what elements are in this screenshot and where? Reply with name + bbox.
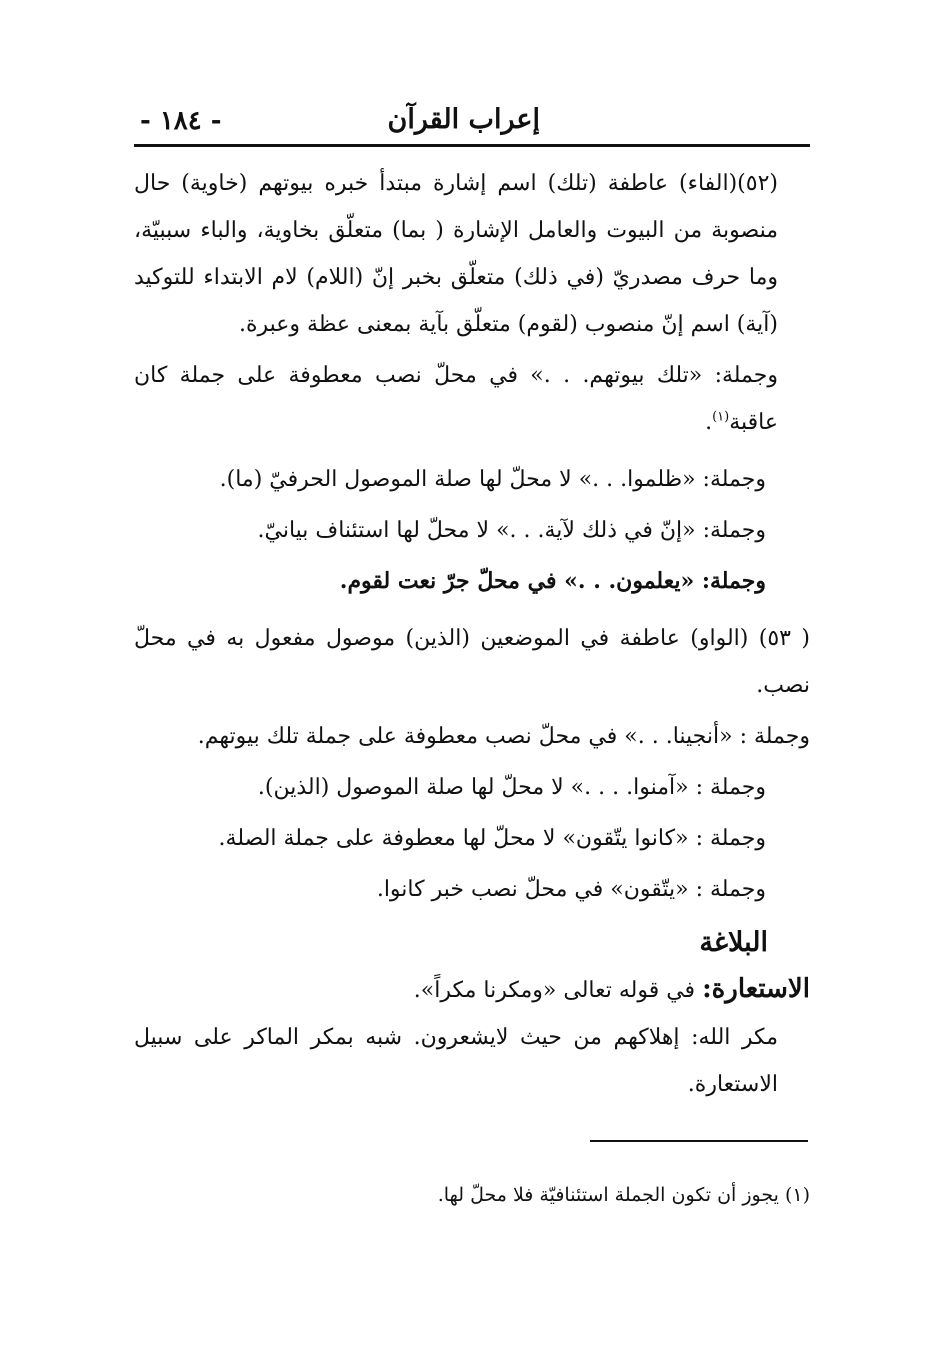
- sentence-analysis-1: [134, 352, 810, 446]
- sentence-analysis-5: وجملة : «أنجينا. . .» في محلّ نصب معطوفة على جملة تلك بيوتهم.: [197, 724, 810, 749]
- footnote-marker: (١): [712, 409, 730, 425]
- sentence-analysis-3: وجملة: «إنّ في ذلك لآية. . .» لا محلّ لها استئناف بيانيّ.: [257, 518, 766, 543]
- main-text: [134, 160, 810, 1108]
- verse-53-analysis: ( ٥٣) (الواو) عاطفة في الموضعين (الذين) موصول مفعول به في محلّ نصب.: [134, 626, 810, 698]
- sentence-analysis-7: وجملة : «كانوا يتّقون» لا محلّ لها معطوفة على جملة الصلة.: [218, 826, 766, 851]
- metaphor-explanation: مكر الله: إهلاكهم من حيث لايشعرون. شبه بمكر الماكر على سبيل الاستعارة.: [134, 1025, 778, 1097]
- book-title: إعراب القرآن: [387, 104, 540, 135]
- page-header: [134, 96, 810, 142]
- sentence-analysis-1-end: .: [705, 410, 713, 435]
- footnote-rule: [590, 1140, 808, 1142]
- sentence-analysis-8: وجملة : «يتّقون» في محلّ نصب خبر كانوا.: [376, 877, 766, 902]
- sentence-analysis-1-text: وجملة: «تلك بيوتهم. . .» في محلّ نصب معطوفة على جملة كان عاقبة: [134, 363, 778, 435]
- metaphor-verse: في قوله تعالى «ومكرنا مكراً».: [413, 978, 703, 1003]
- sentence-analysis-4: وجملة: «يعلمون. . .» في محلّ جرّ نعت لقوم.: [339, 568, 766, 594]
- sentence-analysis-6: وجملة : «آمنوا. . . .» لا محلّ لها صلة الموصول (الذين).: [257, 775, 766, 800]
- header-rule: [134, 144, 810, 147]
- page-number: - ١٨٤ -: [140, 106, 222, 136]
- balagha-heading: البلاغة: [699, 927, 768, 958]
- footnote: (١) يجوز أن تكون الجملة استئنافيّة فلا محلّ لها.: [437, 1184, 810, 1206]
- sentence-analysis-2: وجملة: «ظلموا. . .» لا محلّ لها صلة الموصول الحرفيّ (ما).: [219, 467, 766, 492]
- verse-52-analysis: (٥٢)(الفاء) عاطفة (تلك) اسم إشارة مبتدأ خبره بيوتهم (خاوية) حال منصوبة من البيوت والعامل الإشارة ( بما) متعلّق بخاوية، والباء سببيّة، وما حرف مصدريّ (في ذلك) متعلّق بخبر إنّ (اللام) لام الابتداء للتوكيد (آية) اسم إنّ منصوب (لقوم) متعلّق بآية بمعنى عظة وعبرة.: [134, 171, 778, 337]
- metaphor-line: [134, 966, 810, 1014]
- metaphor-term: الاستعارة:: [702, 974, 810, 1004]
